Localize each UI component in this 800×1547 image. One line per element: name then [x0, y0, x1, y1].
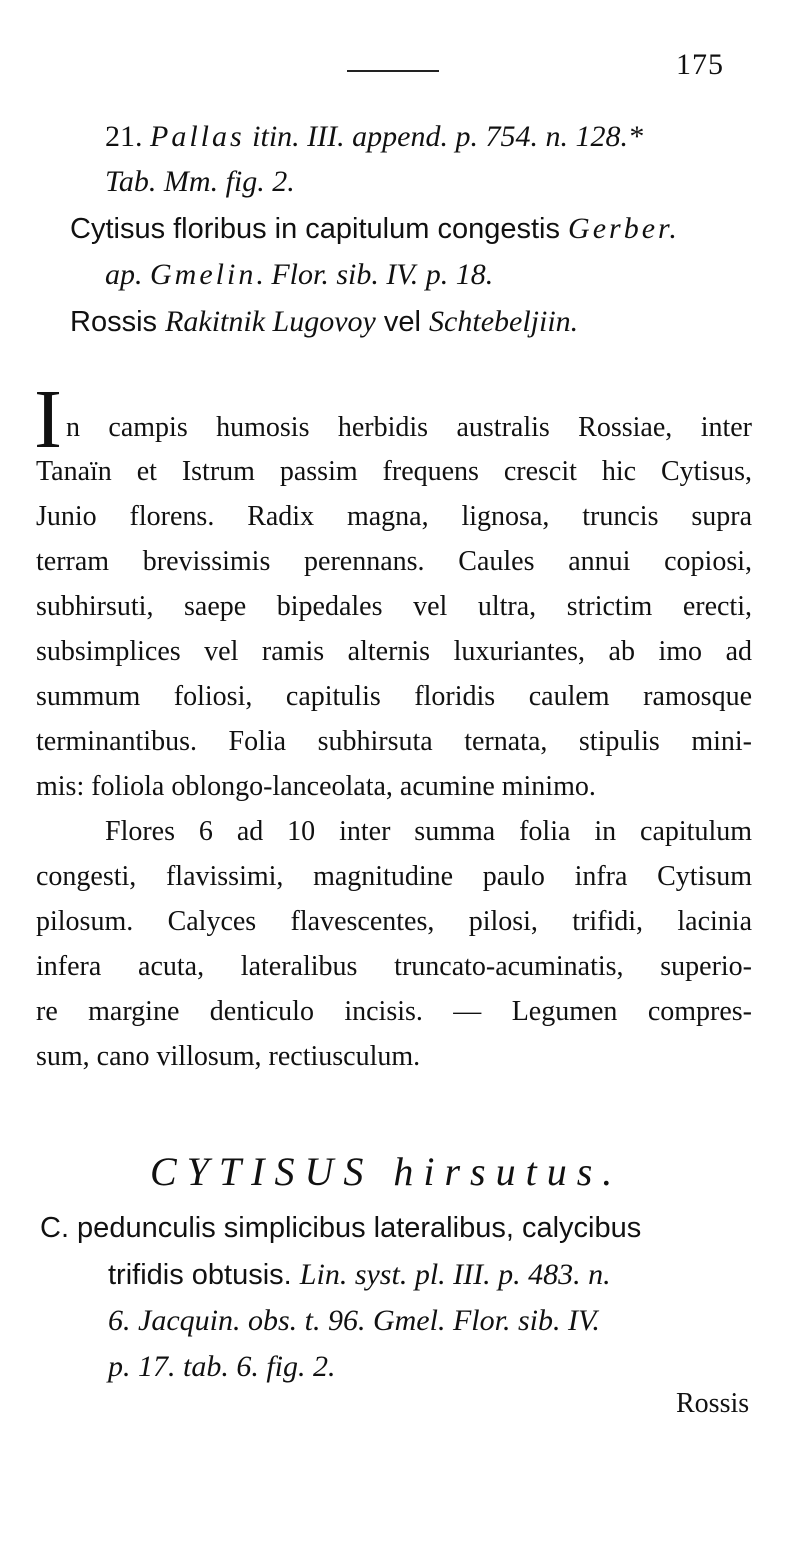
ref-number: 21. — [105, 120, 150, 153]
desc-line: pilosum. Calyces flavescentes, pilosi, trifidi, lacinia — [36, 906, 752, 937]
ref-jacquin: Jacquin. obs. t. 96. Gmel. Flor. sib. IV. — [138, 1304, 600, 1337]
page-number: 175 — [676, 48, 724, 81]
desc-line: sum, cano villosum, rectiusculum. — [36, 1041, 421, 1072]
desc-line: subhirsuti, saepe bipedales vel ultra, strictim erecti, — [36, 591, 752, 622]
species-heading: CYTISUS hirsutus. — [150, 1149, 623, 1194]
russian-name-1: Rakitnik Lugovoy — [165, 305, 376, 338]
desc-line: n campis humosis herbidis australis Rossiae, inter — [66, 412, 752, 443]
synonymy-line-4: ap. Gmelin. Flor. sib. IV. p. 18. — [105, 258, 494, 291]
desc-line: summum foliosi, capitulis floridis caulem ramosque — [36, 681, 752, 712]
synonymy-line-2: Tab. Mm. fig. 2. — [105, 165, 295, 198]
synonymy-line-5: Rossis Rakitnik Lugovoy vel Schtebeljiin. — [70, 305, 579, 338]
desc-line: congesti, flavissimi, magnitudine paulo infra Cytisum — [36, 861, 752, 892]
drop-cap: I — [34, 373, 62, 466]
desc-line: infera acuta, lateralibus truncato-acuminatis, superio- — [36, 951, 752, 982]
desc-line: terminantibus. Folia subhirsuta ternata, stipulis mini- — [36, 726, 752, 757]
synonymy-line-3 — [70, 212, 680, 246]
desc-line: Tanaïn et Istrum passim frequens crescit hic Cytisus, — [36, 456, 752, 487]
desc-line: Junio florens. Radix magna, lignosa, truncis supra — [36, 501, 752, 532]
author-gerber: Gerber. — [568, 212, 680, 245]
header-rule — [347, 70, 439, 72]
desc-line: Flores 6 ad 10 inter summa folia in capitulum — [105, 816, 752, 847]
author-gmelin: Gmelin — [150, 258, 257, 291]
russian-name-2: Schtebeljiin. — [429, 305, 579, 338]
synonym-phrase: Cytisus floribus in capitulum congestis — [70, 213, 569, 245]
desc-line: mis: foliola oblongo-lanceolata, acumine minimo. — [36, 771, 596, 802]
author-pallas: Pallas — [150, 120, 245, 153]
catchword: Rossis — [676, 1388, 750, 1419]
species-line-2: trifidis obtusis. Lin. syst. pl. III. p. 483. n. — [108, 1258, 611, 1291]
synonymy-line-1 — [105, 120, 643, 154]
desc-line: re margine denticulo incisis. — Legumen compres- — [36, 996, 752, 1027]
species-line-1: C. pedunculis simplicibus lateralibus, calycibus — [40, 1212, 642, 1244]
desc-line: subsimplices vel ramis alternis luxuriantes, ab imo ad — [36, 636, 752, 667]
ref-linnaeus: Lin. syst. pl. III. p. 483. n. — [299, 1258, 611, 1291]
species-line-4: p. 17. tab. 6. fig. 2. — [108, 1350, 336, 1383]
ref-pallas: itin. III. append. p. 754. n. 128.* — [244, 120, 643, 153]
desc-line: terram brevissimis perennans. Caules annui copiosi, — [36, 546, 752, 577]
species-line-3: 6. Jacquin. obs. t. 96. Gmel. Flor. sib. IV. — [108, 1304, 600, 1337]
